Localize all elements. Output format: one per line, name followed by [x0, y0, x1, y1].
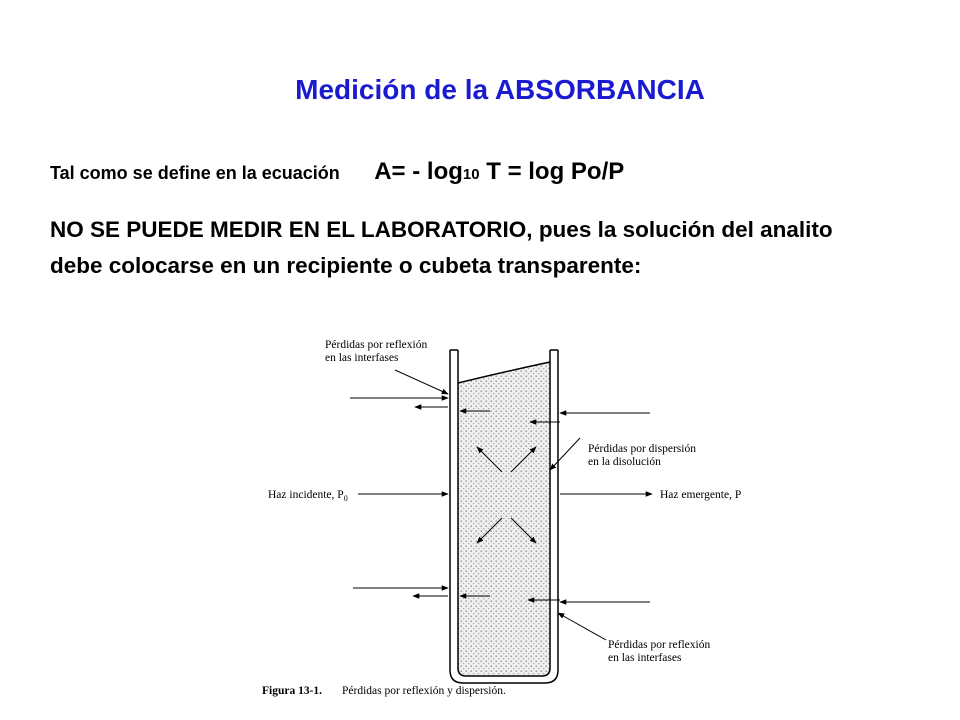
incident-beam-label — [268, 489, 348, 503]
explanation-paragraph — [50, 212, 880, 284]
figure-caption-text: Pérdidas por reflexión y dispersión. — [342, 685, 506, 697]
equation-intro: Tal como se define en la ecuación — [50, 163, 340, 183]
equation-line — [50, 158, 624, 186]
absorbance-formula — [374, 158, 624, 185]
paragraph-emphasis: NO SE PUEDE MEDIR EN EL LABORATORIO, — [50, 217, 533, 242]
solution-fill — [458, 362, 550, 676]
formula-part-1: A= - log — [374, 158, 463, 185]
reflection-top-label-line1: Pérdidas por reflexión — [325, 339, 428, 351]
scatter-label-line1: Pérdidas por dispersión — [588, 443, 696, 455]
formula-part-2: T = log Po/P — [479, 158, 625, 185]
scatter-label-line2: en la disolución — [588, 456, 661, 468]
cuvette-figure — [250, 330, 750, 710]
incident-beam-subscript: 0 — [343, 494, 348, 503]
reflection-bottom-label-line2: en las interfases — [608, 652, 682, 664]
incident-beam-text: Haz incidente, P — [268, 489, 344, 501]
cuvette-diagram — [250, 330, 750, 710]
reflection-bottom-label-line1: Pérdidas por reflexión — [608, 639, 711, 651]
slide-title: Medición de la ABSORBANCIA — [295, 74, 705, 105]
emergent-beam-label: Haz emergente, P — [660, 489, 742, 501]
reflection-top-label-line2: en las interfases — [325, 352, 399, 364]
paragraph-rest: pues la solución del analito debe colocarse en un recipiente o cubeta transparente: — [50, 217, 833, 278]
figure-caption-number: Figura 13-1. — [262, 685, 323, 697]
formula-subscript: 10 — [462, 166, 480, 183]
